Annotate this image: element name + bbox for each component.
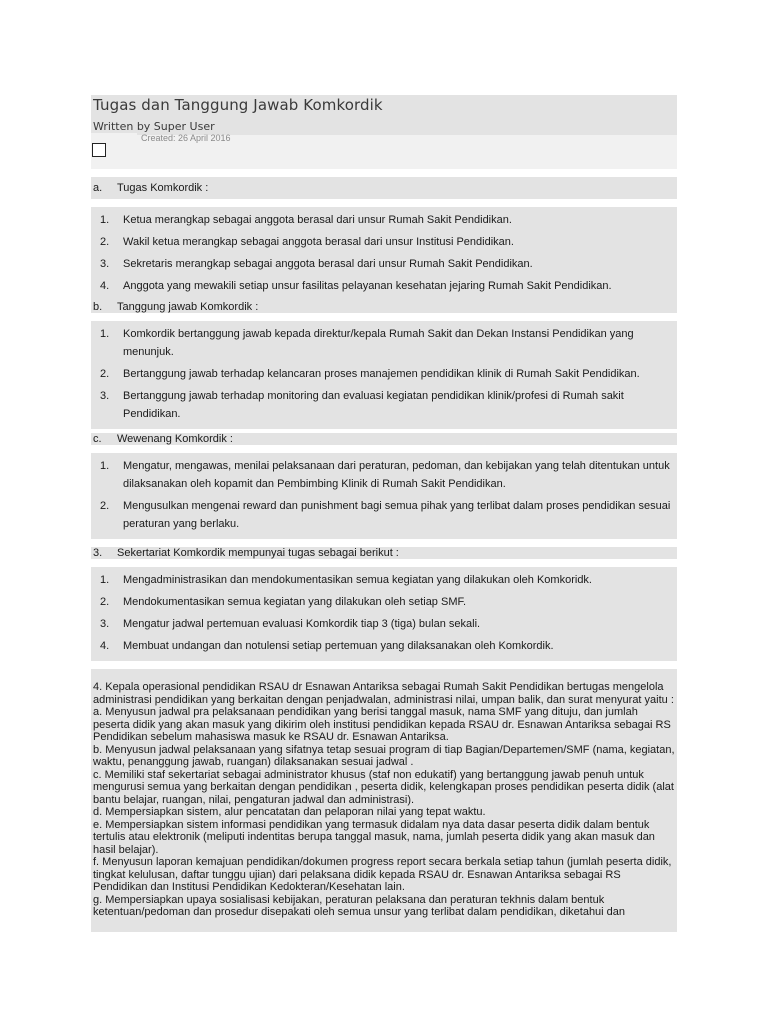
list-item: 2. Mengusulkan mengenai reward dan punishment bagi semua pihak yang terlibat dalam proses pendidikan sesuai peraturan yang berlaku.	[100, 500, 671, 530]
section-heading-c: c. Wewenang Komkordik :	[91, 433, 677, 445]
list-item: 3. Sekretaris merangkap sebagai anggota berasal dari unsur Rumah Sakit Pendidikan.	[100, 258, 533, 270]
paragraph-line: a. Menyusun jadwal pra pelaksanaan pendidikan yang berisi tanggal masuk, nama SMF yang dituju, dan jumlah peserta didik yang akan masuk yang dikirim oleh institusi pendidikan kepada RSAU dr. Esnawan Antariksa sebagai RS Pendidikan sebelum mahasiswa masuk ke RSAU dr. Esnawan Antariksa.	[93, 706, 671, 743]
list-item: 2. Wakil ketua merangkap sebagai anggota berasal dari unsur Institusi Pendidikan.	[100, 236, 514, 248]
list-item: 1. Mengadministrasikan dan mendokumentasikan semua kegiatan yang dilakukan oleh Komkoridk.	[100, 574, 592, 586]
list-item: 4. Anggota yang mewakili setiap unsur fasilitas pelayanan kesehatan jejaring Rumah Sakit Pendidikan.	[100, 280, 612, 292]
section-heading-a: a. Tugas Komkordik :	[91, 177, 677, 199]
list-item: 1. Ketua merangkap sebagai anggota berasal dari unsur Rumah Sakit Pendidikan.	[100, 214, 512, 226]
article	[91, 95, 677, 932]
paragraph-line: b. Menyusun jadwal pelaksanaan yang sifatnya tetap sesuai program di tiap Bagian/Departemen/SMF (nama, kegiatan, waktu, penanggung jawab, ruangan) dilaksanakan sesuai jadwal .	[93, 743, 675, 768]
section-list-3	[91, 567, 677, 661]
page-title: Tugas dan Tanggung Jawab Komkordik	[93, 96, 383, 114]
paragraph-line: f. Menyusun laporan kemajuan pendidikan/dokumen progress report secara berkala setiap tahun (jumlah peserta didik, tingkat kelulusan, daftar tunggu ujian) dari pelaksana didik kepada RSAU dr. Esnawan Antariksa sebagai RS Pendidikan dan Institusi Pendidikan Kedokteran/Kesehatan lain.	[93, 856, 672, 893]
paragraph-line: c. Memiliki staf sekertariat sebagai administrator khusus (staf non edukatif) yang bertanggung jawab penuh untuk mengurusi semua yang berkaitan dengan pendidikan , peserta didik, kelengkapan proses pendidikan peserta didik (alat bantu belajar, ruangan, nilai, pengaturan jadwal dan administrasi).	[93, 768, 674, 806]
list-item: 4. Membuat undangan dan notulensi setiap pertemuan yang dilaksanakan oleh Komkordik.	[100, 640, 554, 652]
section-list-b	[91, 321, 677, 429]
list-item: 3. Bertanggung jawab terhadap monitoring dan evaluasi kegiatan pendidikan klinik/profesi di Rumah sakit Pendidikan.	[100, 390, 624, 420]
section-list-a	[91, 207, 677, 301]
list-item: 1. Mengatur, mengawas, menilai pelaksanaan dari peraturan, pedoman, dan kebijakan yang telah ditentukan untuk dilaksanakan oleh kopamit dan Pembimbing Klinik di Rumah Sakit Pendidikan.	[100, 460, 670, 490]
paragraph-line: d. Mempersiapkan sistem, alur pencatatan dan pelaporan nilai yang tepat waktu.	[93, 806, 486, 818]
section-list-c	[91, 453, 677, 539]
article-header	[91, 95, 677, 133]
paragraph-line: 4. Kepala operasional pendidikan RSAU dr Esnawan Antariksa sebagai Rumah Sakit Pendidikan bertugas mengelola administrasi pendidikan yang berkaitan dengan penjadwalan, administrasi nilai, umpan balik, dan surat menyurat yaitu :	[93, 681, 674, 706]
checkbox-icon[interactable]	[92, 143, 106, 157]
created-date: Created: 26 April 2016	[141, 133, 231, 143]
meta-row	[91, 133, 677, 169]
paragraph-4	[91, 669, 677, 932]
section-heading-3: 3. Sekertariat Komkordik mempunyai tugas sebagai berikut :	[91, 547, 677, 559]
paragraph-line: e. Mempersiapkan sistem informasi pendidikan yang termasuk didalam nya data dasar peserta didik dalam bentuk tertulis atau elektronik (meliputi indentitas berupa tanggal masuk, nama, jumlah peserta didik yang akan masuk dan hasil belajar).	[93, 818, 655, 856]
list-item: 1. Komkordik bertanggung jawab kepada direktur/kepala Rumah Sakit dan Dekan Instansi Pendidikan yang menunjuk.	[100, 328, 634, 358]
section-heading-b: b. Tanggung jawab Komkordik :	[91, 301, 677, 313]
paragraph-line: g. Mempersiapkan upaya sosialisasi kebijakan, peraturan pelaksana dan peraturan tekhnis dalam bentuk ketentuan/pedoman dan prosedur disepakati oleh semua unsur yang terlibat dalam pendidikan, diketahui dan	[93, 893, 626, 918]
author-byline: Written by Super User	[93, 120, 215, 133]
list-item: 2. Mendokumentasikan semua kegiatan yang dilakukan oleh setiap SMF.	[100, 596, 467, 608]
list-item: 2. Bertanggung jawab terhadap kelancaran proses manajemen pendidikan klinik di Rumah Sakit Pendidikan.	[100, 368, 640, 380]
list-item: 3. Mengatur jadwal pertemuan evaluasi Komkordik tiap 3 (tiga) bulan sekali.	[100, 618, 481, 630]
